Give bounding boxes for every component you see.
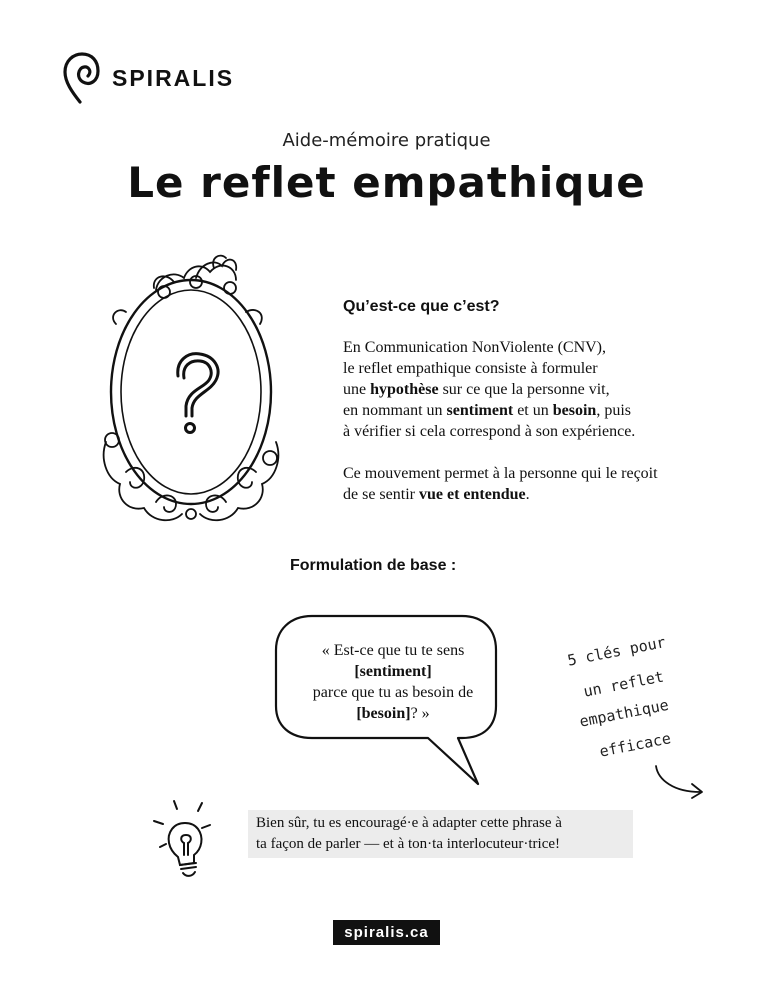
- formulation-line: « Est-ce que tu te sens: [321, 642, 465, 659]
- tip-box: [248, 810, 633, 858]
- keys-note-line: efficace: [598, 729, 673, 761]
- keys-note-line: 5 clés pour: [566, 633, 667, 670]
- formulation-placeholder-besoin: [besoin]? »: [356, 705, 430, 722]
- definition-line: en nommant un sentiment et un besoin, puis: [343, 402, 631, 419]
- ornate-mirror-frame: [96, 252, 286, 532]
- definition-line: le reflet empathique consiste à formuler: [343, 360, 598, 377]
- brand-name: SPIRALIS: [112, 64, 235, 91]
- formulation-placeholder-sentiment: [sentiment]: [354, 663, 432, 680]
- formulation-line: parce que tu as besoin de: [312, 684, 474, 701]
- keys-note-line: un reflet: [582, 667, 666, 701]
- definition-line: à vérifier si cela correspond à son expérience.: [343, 423, 636, 440]
- brand-logo: [62, 52, 234, 104]
- lightbulb-icon: [150, 795, 220, 880]
- section-heading: Qu’est-ce que c’est?: [343, 298, 500, 315]
- formulation-heading: Formulation de base :: [290, 557, 457, 574]
- keys-note-line: empathique: [578, 695, 671, 731]
- formulation-text: [282, 640, 504, 724]
- definition-line: une hypothèse sur ce que la personne vit,: [343, 381, 610, 398]
- question-mark-icon: [178, 354, 218, 433]
- purpose-paragraph: [343, 463, 743, 505]
- footer-url[interactable]: spiralis.ca: [333, 920, 440, 945]
- tip-line: ta façon de parler — et à ton·ta interlocuteur·trice!: [256, 836, 561, 852]
- purpose-line: Ce mouvement permet à la personne qui le reçoit: [343, 465, 658, 482]
- page-subtitle: Aide-mémoire pratique: [282, 130, 491, 151]
- spiral-leaf-icon: [62, 52, 102, 104]
- definition-line: En Communication NonViolente (CNV),: [343, 339, 606, 356]
- tip-line: Bien sûr, tu es encouragé·e à adapter cette phrase à: [256, 815, 562, 831]
- page-title: Le reflet empathique: [127, 158, 646, 207]
- definition-paragraph: [343, 337, 743, 442]
- purpose-line: de se sentir vue et entendue.: [343, 486, 530, 503]
- arrow-icon: [650, 762, 710, 802]
